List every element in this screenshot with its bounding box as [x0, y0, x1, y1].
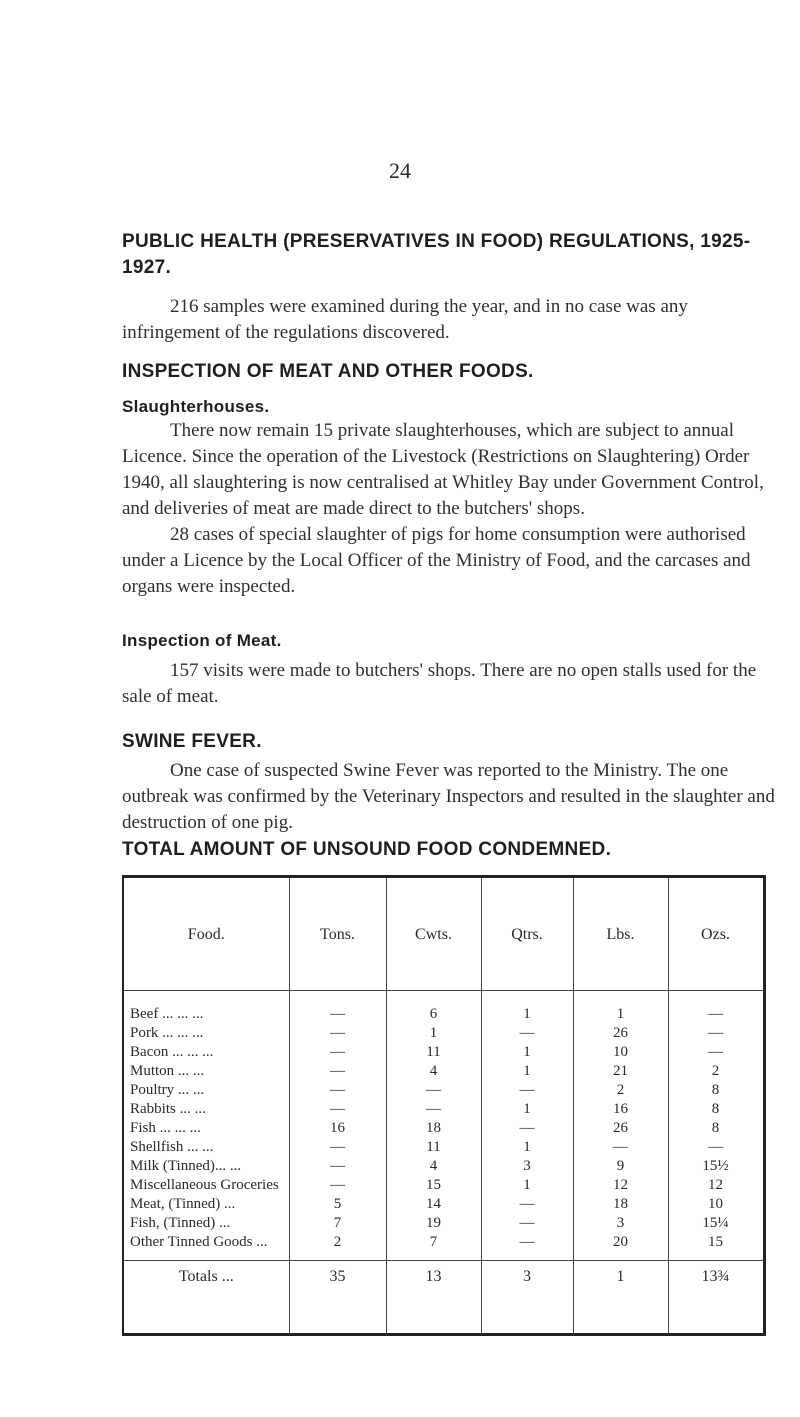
- food-cell: Milk (Tinned)... ...: [123, 1157, 289, 1176]
- ozs-cell: —: [708, 1025, 723, 1041]
- tons-cell: —: [289, 1043, 386, 1062]
- food-cell: Poultry ... ...: [123, 1081, 289, 1100]
- food-cell: Rabbits ... ...: [123, 1100, 289, 1119]
- totals-label: Totals ...: [123, 1261, 289, 1335]
- cwts-cell: 18: [386, 1119, 481, 1138]
- unsound-food-table: [122, 875, 766, 1336]
- lbs-cell: 10: [573, 1043, 668, 1062]
- table-header-row: [123, 877, 764, 991]
- slaughterhouses-heading: Slaughterhouses.: [122, 397, 270, 416]
- table-row: [123, 1138, 764, 1157]
- cwts-cell: —: [386, 1081, 481, 1100]
- ozs-cell: —: [708, 1044, 723, 1060]
- food-cell: Pork ... ... ...: [123, 1024, 289, 1043]
- header-cwts: Cwts.: [386, 877, 481, 991]
- lbs-cell: 12: [573, 1176, 668, 1195]
- table-row: [123, 1214, 764, 1233]
- lbs-cell: 26: [573, 1119, 668, 1138]
- cwts-cell: 4: [386, 1062, 481, 1081]
- ozs-cell: 12: [708, 1177, 723, 1193]
- table-row: [123, 1081, 764, 1100]
- ozs-cell: 8: [711, 1082, 720, 1098]
- tons-cell: —: [289, 1024, 386, 1043]
- qtrs-cell: 1: [481, 1062, 573, 1081]
- lbs-cell: 26: [573, 1024, 668, 1043]
- totals-cwts: 13: [386, 1261, 481, 1335]
- header-qtrs: Qtrs.: [481, 877, 573, 991]
- cwts-cell: 19: [386, 1214, 481, 1233]
- slaughterhouses-paragraph: There now remain 15 private slaughterhouses, which are subject to annual Licence. Since the operation of the Livestock (Restrictions on Slaughtering) Order 1940, all slaughtering is now centralised at Whitley Bay under Government Control, and deliveries of meat are made direct to the butchers' shops.: [122, 420, 764, 519]
- inspection-of-meat-paragraph: 157 visits were made to butchers' shops. There are no open stalls used for the sale of meat.: [122, 660, 757, 707]
- table-row: [123, 991, 764, 1025]
- tons-cell: —: [289, 1100, 386, 1119]
- special-slaughter-paragraph: 28 cases of special slaughter of pigs for home consumption were authorised under a Licence by the Local Officer of the Ministry of Food, and the carcases and organs were inspected.: [122, 524, 751, 597]
- ozs-cell: 2: [711, 1063, 720, 1079]
- ozs-cell: —: [708, 1006, 723, 1022]
- food-cell: Meat, (Tinned) ...: [123, 1195, 289, 1214]
- table-row: [123, 1043, 764, 1062]
- table-row: [123, 1024, 764, 1043]
- lbs-cell: 9: [573, 1157, 668, 1176]
- qtrs-cell: —: [481, 1081, 573, 1100]
- header-tons: Tons.: [289, 877, 386, 991]
- cwts-cell: 11: [386, 1138, 481, 1157]
- food-cell: Miscellaneous Groceries: [123, 1176, 289, 1195]
- ozs-cell: —: [708, 1139, 723, 1155]
- food-cell: Shellfish ... ...: [123, 1138, 289, 1157]
- lbs-cell: 21: [573, 1062, 668, 1081]
- ozs-cell: 10: [708, 1196, 723, 1212]
- cwts-cell: 6: [386, 991, 481, 1025]
- qtrs-cell: 3: [481, 1157, 573, 1176]
- header-food: Food.: [123, 877, 289, 991]
- qtrs-cell: 1: [481, 991, 573, 1025]
- page-number: 24: [389, 158, 411, 183]
- unsound-food-heading: TOTAL AMOUNT OF UNSOUND FOOD CONDEMNED.: [122, 839, 612, 860]
- tons-cell: —: [289, 1176, 386, 1195]
- food-cell: Mutton ... ...: [123, 1062, 289, 1081]
- lbs-cell: 20: [573, 1233, 668, 1261]
- cwts-cell: 4: [386, 1157, 481, 1176]
- swine-fever-heading: SWINE FEVER.: [122, 731, 262, 752]
- tons-cell: —: [289, 1081, 386, 1100]
- tons-cell: —: [289, 1157, 386, 1176]
- tons-cell: 7: [289, 1214, 386, 1233]
- table-row: [123, 1119, 764, 1138]
- lbs-cell: 2: [573, 1081, 668, 1100]
- swine-fever-paragraph: One case of suspected Swine Fever was reported to the Ministry. The one outbreak was confirmed by the Veterinary Inspectors and resulted in the slaughter and destruction of one pig.: [122, 760, 775, 833]
- inspection-heading: INSPECTION OF MEAT AND OTHER FOODS.: [122, 361, 534, 382]
- cwts-cell: 15: [386, 1176, 481, 1195]
- cwts-cell: 1: [386, 1024, 481, 1043]
- totals-tons: 35: [289, 1261, 386, 1335]
- totals-lbs: 1: [573, 1261, 668, 1335]
- tons-cell: —: [289, 1062, 386, 1081]
- inspection-of-meat-heading: Inspection of Meat.: [122, 631, 282, 650]
- qtrs-cell: —: [481, 1024, 573, 1043]
- lbs-cell: —: [573, 1138, 668, 1157]
- qtrs-cell: 1: [481, 1176, 573, 1195]
- cwts-cell: 14: [386, 1195, 481, 1214]
- preservatives-heading: PUBLIC HEALTH (PRESERVATIVES IN FOOD) REGULATIONS, 1925-1927.: [122, 231, 751, 278]
- food-cell: Bacon ... ... ...: [123, 1043, 289, 1062]
- cwts-cell: 11: [386, 1043, 481, 1062]
- ozs-cell: 15½: [702, 1158, 729, 1174]
- header-lbs: Lbs.: [573, 877, 668, 991]
- tons-cell: —: [289, 1138, 386, 1157]
- qtrs-cell: —: [481, 1233, 573, 1261]
- ozs-cell: 15¼: [702, 1215, 729, 1231]
- tons-cell: 5: [289, 1195, 386, 1214]
- table-row: [123, 1100, 764, 1119]
- table-row: [123, 1233, 764, 1261]
- totals-row: [123, 1261, 764, 1335]
- table-row: [123, 1176, 764, 1195]
- tons-cell: 2: [289, 1233, 386, 1261]
- ozs-cell: 15: [708, 1234, 723, 1250]
- lbs-cell: 18: [573, 1195, 668, 1214]
- food-cell: Fish, (Tinned) ...: [123, 1214, 289, 1233]
- lbs-cell: 1: [573, 991, 668, 1025]
- lbs-cell: 3: [573, 1214, 668, 1233]
- preservatives-paragraph: 216 samples were examined during the year, and in no case was any infringement of the regulations discovered.: [122, 296, 688, 343]
- qtrs-cell: —: [481, 1119, 573, 1138]
- table-row: [123, 1195, 764, 1214]
- totals-ozs: 13¾: [668, 1261, 764, 1335]
- lbs-cell: 16: [573, 1100, 668, 1119]
- cwts-cell: 7: [386, 1233, 481, 1261]
- tons-cell: —: [289, 991, 386, 1025]
- tons-cell: 16: [289, 1119, 386, 1138]
- qtrs-cell: —: [481, 1214, 573, 1233]
- header-ozs: Ozs.: [668, 877, 764, 991]
- table-row: [123, 1062, 764, 1081]
- ozs-cell: 8: [711, 1120, 720, 1136]
- cwts-cell: —: [386, 1100, 481, 1119]
- qtrs-cell: —: [481, 1195, 573, 1214]
- qtrs-cell: 1: [481, 1043, 573, 1062]
- table-row: [123, 1157, 764, 1176]
- food-cell: Other Tinned Goods ...: [123, 1233, 289, 1261]
- food-cell: Fish ... ... ...: [123, 1119, 289, 1138]
- totals-qtrs: 3: [481, 1261, 573, 1335]
- qtrs-cell: 1: [481, 1100, 573, 1119]
- ozs-cell: 8: [711, 1101, 720, 1117]
- qtrs-cell: 1: [481, 1138, 573, 1157]
- food-cell: Beef ... ... ...: [123, 991, 289, 1025]
